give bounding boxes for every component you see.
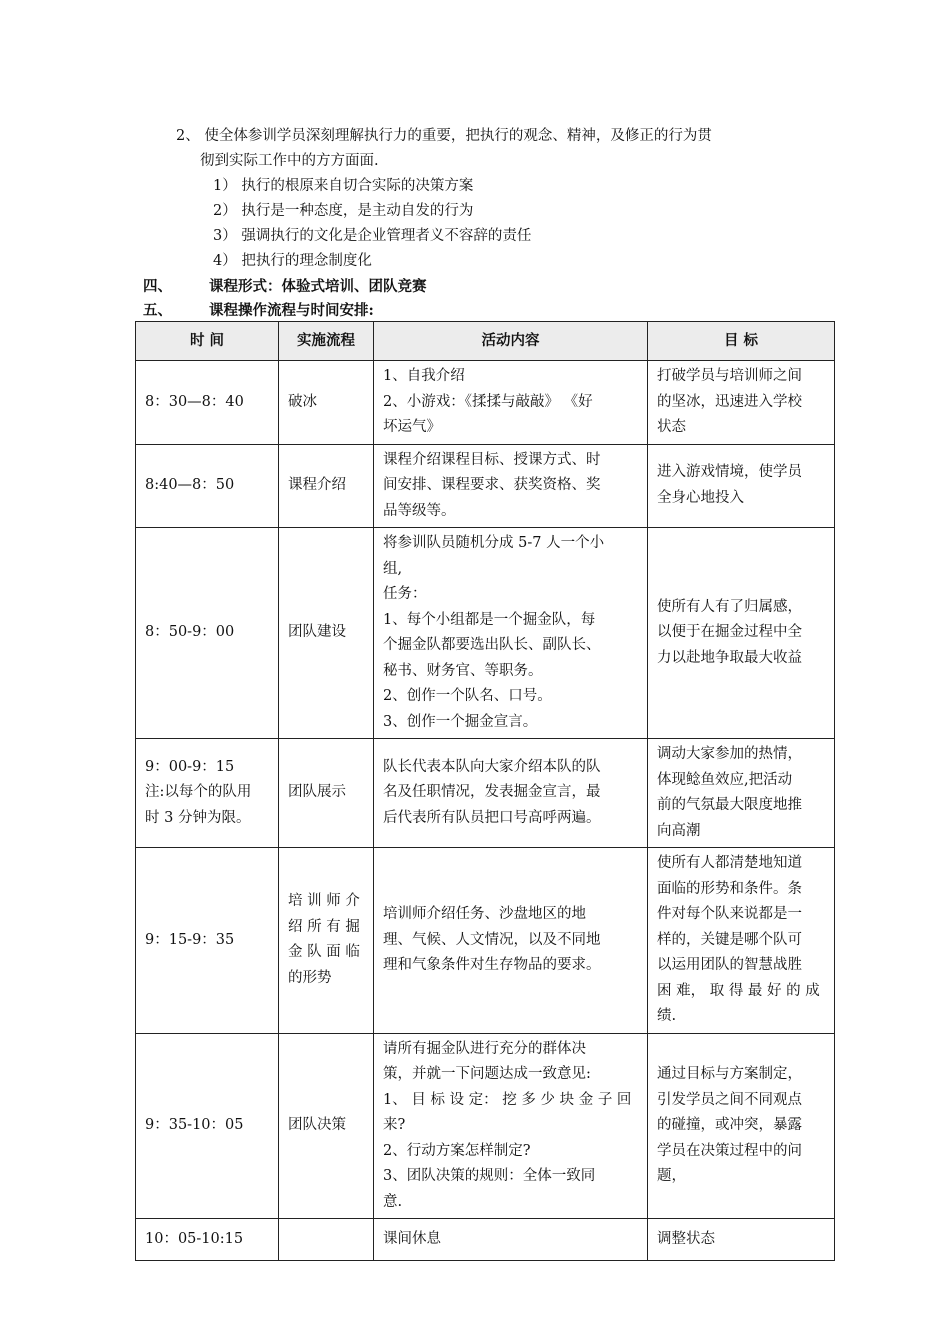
content-cell-line: 队长代表本队向大家介绍本队的队: [383, 758, 601, 775]
content-cell-line: 坏运气》: [383, 419, 441, 435]
content-cell: [374, 444, 648, 528]
goal-cell-line: 题，: [657, 1168, 686, 1184]
content-cell-line: 2、行动方案怎样制定?: [383, 1142, 531, 1159]
content-cell-line: 1、自我介绍: [383, 368, 465, 384]
content-cell-line: 任务：: [383, 586, 427, 602]
time-cell-line: 时 3 分钟为限。: [145, 809, 251, 826]
header-goal: 目 标: [648, 322, 835, 361]
section-5-title: 课程操作流程与时间安排:: [209, 302, 374, 319]
intro-subitem-3: 3） 强调执行的文化是企业管理者义不容辞的责任: [213, 228, 532, 244]
content-cell-line: 后代表所有队员把口号高呼两遍。: [383, 809, 601, 826]
goal-cell-line: 全身心地投入: [657, 489, 744, 506]
time-cell-line: 10：05-10:15: [145, 1230, 244, 1247]
content-cell-line: 课间休息: [383, 1230, 441, 1247]
process-cell: [279, 361, 374, 445]
section-5-number: 五、: [143, 302, 172, 319]
time-cell-line: 8：30—8：40: [145, 393, 244, 410]
goal-cell-line: 的碰撞，或冲突，暴露: [657, 1117, 802, 1133]
process-cell: [279, 528, 374, 739]
time-cell-line: 9：35-10：05: [145, 1117, 244, 1133]
goal-cell-line: 力以赴地争取最大收益: [657, 649, 802, 666]
table-row: [136, 444, 835, 528]
content-cell-line: 3、创作一个掘金宣言。: [383, 713, 538, 730]
table-row: [136, 848, 835, 1034]
process-cell-line: 课程介绍: [288, 477, 346, 493]
intro-item-2-line-2: 彻到实际工作中的方方面面.: [200, 153, 379, 169]
goal-cell-line: 通过目标与方案制定，: [657, 1066, 802, 1082]
content-cell-line: 理、气候、人文情况，以及不同地: [383, 931, 601, 948]
table-row: [136, 1033, 835, 1219]
content-cell: [374, 361, 648, 445]
table-row: [136, 739, 835, 848]
content-cell-line: 1、 目 标 设 定： 挖 多 少 块 金 子 回: [383, 1091, 632, 1108]
section-4-title: 课程形式：体验式培训、团队竞赛: [209, 278, 427, 295]
section-4-number: 四、: [143, 278, 172, 295]
process-cell-line: 团队决策: [288, 1117, 346, 1133]
time-cell-line: 9：00-9：15: [145, 758, 235, 775]
content-cell: [374, 528, 648, 739]
process-cell-line: 金 队 面 临: [288, 944, 360, 961]
goal-cell: [648, 1219, 835, 1261]
time-cell: [136, 848, 279, 1034]
time-cell-line: 注:以每个的队用: [145, 784, 252, 801]
content-cell: [374, 739, 648, 848]
content-cell-line: 请所有掘金队进行充分的群体决: [383, 1040, 586, 1057]
goal-cell-line: 以运用团队的智慧战胜: [657, 957, 802, 973]
goal-cell: [648, 361, 835, 445]
goal-cell-line: 学员在决策过程中的问: [657, 1142, 802, 1159]
time-cell: [136, 528, 279, 739]
intro-subitem-1: 1） 执行的根原来自切合实际的决策方案: [213, 178, 474, 194]
goal-cell: [648, 1033, 835, 1219]
time-cell: [136, 1219, 279, 1261]
content-cell-line: 秘书、财务官、等职务。: [383, 662, 543, 679]
goal-cell-line: 绩.: [657, 1008, 677, 1024]
content-cell: [374, 1033, 648, 1219]
content-cell: [374, 1219, 648, 1261]
goal-cell-line: 使所有人都清楚地知道: [657, 855, 802, 871]
goal-cell-line: 使所有人有了归属感，: [657, 598, 802, 615]
content-cell-line: 组,: [383, 560, 403, 577]
goal-cell: [648, 739, 835, 848]
goal-cell-line: 前的气氛最大限度地推: [657, 797, 802, 813]
schedule-table-body: [136, 361, 835, 1261]
goal-cell-line: 的坚冰，迅速进入学校: [657, 393, 802, 410]
process-cell-line: 团队建设: [288, 624, 346, 641]
goal-cell: [648, 528, 835, 739]
content-cell-line: 2、小游戏：《揉揉与敲敲》 《好: [383, 393, 593, 410]
time-cell-line: 8：50-9：00: [145, 624, 235, 641]
content-cell-line: 理和气象条件对生存物品的要求。: [383, 957, 601, 973]
process-cell: [279, 739, 374, 848]
goal-cell-line: 调整状态: [657, 1230, 715, 1247]
content-cell-line: 个掘金队都要选出队长、副队长、: [383, 637, 601, 653]
content-cell-line: 间安排、课程要求、获奖资格、奖: [383, 477, 601, 493]
goal-cell-line: 进入游戏情境，使学员: [657, 464, 802, 481]
goal-cell-line: 体现鲶鱼效应,把活动: [657, 771, 793, 788]
content-cell-line: 培训师介绍任务、沙盘地区的地: [383, 906, 586, 922]
process-cell: [279, 444, 374, 528]
goal-cell: [648, 444, 835, 528]
content-cell-line: 课程介绍课程目标、授课方式、时: [383, 451, 601, 468]
intro-subitem-4: 4） 把执行的理念制度化: [213, 253, 372, 269]
schedule-table: [135, 321, 835, 1261]
content-cell-line: 来?: [383, 1117, 406, 1133]
table-header-row: [136, 322, 835, 361]
time-cell: [136, 1033, 279, 1219]
goal-cell-line: 引发学员之间不同观点: [657, 1091, 802, 1108]
goal-cell: [648, 848, 835, 1034]
process-cell-line: 培 训 师 介: [288, 893, 360, 910]
goal-cell-line: 打破学员与培训师之间: [657, 368, 802, 384]
header-content: 活动内容: [374, 322, 648, 361]
goal-cell-line: 向高潮: [657, 822, 701, 839]
goal-cell-line: 调动大家参加的热情，: [657, 746, 802, 762]
time-cell: [136, 444, 279, 528]
content-cell-line: 2、创作一个队名、口号。: [383, 688, 552, 704]
header-process: 实施流程: [279, 322, 374, 361]
process-cell-line: 绍 所 有 掘: [288, 918, 360, 935]
table-row: [136, 528, 835, 739]
time-cell-line: 9：15-9：35: [145, 931, 235, 948]
process-cell-line: 团队展示: [288, 784, 346, 801]
time-cell: [136, 739, 279, 848]
content-cell-line: 3、团队决策的规则：全体一致同: [383, 1168, 596, 1184]
goal-cell-line: 困 难， 取 得 最 好 的 成: [657, 982, 820, 999]
table-row: [136, 1219, 835, 1261]
content-cell-line: 将参训队员随机分成 5-7 人一个小: [383, 535, 605, 551]
goal-cell-line: 以便于在掘金过程中全: [657, 624, 802, 641]
goal-cell-line: 样的，关键是哪个队可: [657, 931, 802, 948]
table-row: [136, 361, 835, 445]
content-cell-line: 名及任职情况，发表掘金宣言，最: [383, 784, 601, 801]
header-time: 时 间: [136, 322, 279, 361]
intro-subitem-2: 2） 执行是一种态度，是主动自发的行为: [213, 203, 474, 219]
time-cell: [136, 361, 279, 445]
process-cell: [279, 848, 374, 1034]
content-cell: [374, 848, 648, 1034]
process-cell: [279, 1219, 374, 1261]
process-cell-line: 的形势: [288, 969, 332, 986]
content-cell-line: 1、每个小组都是一个掘金队，每: [383, 611, 596, 628]
goal-cell-line: 状态: [657, 419, 686, 435]
time-cell-line: 8:40—8：50: [145, 477, 235, 493]
content-cell-line: 意.: [383, 1193, 403, 1210]
process-cell: [279, 1033, 374, 1219]
content-cell-line: 品等级等。: [383, 502, 456, 519]
process-cell-line: 破冰: [288, 393, 317, 410]
intro-item-2-line-1: 2、 使全体参训学员深刻理解执行力的重要，把执行的观念、精神，及修正的行为贯: [176, 128, 712, 144]
goal-cell-line: 面临的形势和条件。条: [657, 880, 802, 897]
content-cell-line: 策，并就一下问题达成一致意见:: [383, 1066, 591, 1082]
goal-cell-line: 件对每个队来说都是一: [657, 906, 802, 922]
